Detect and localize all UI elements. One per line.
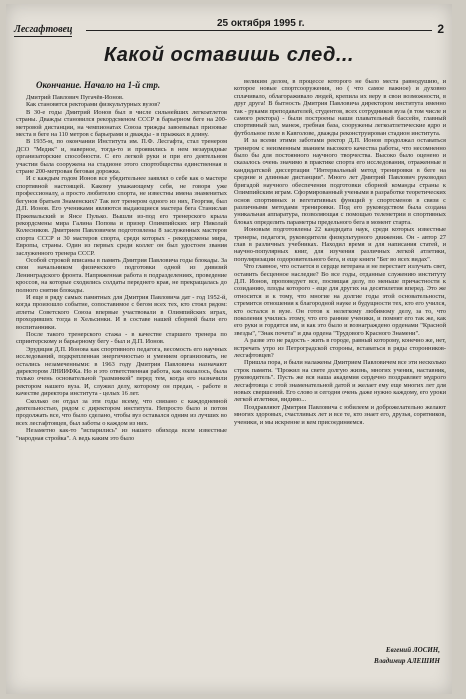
paragraph: И с каждым годом Ионов все убедительнее заявлял о себе как о мастере спортивной настоящей. Какому уважающему себя, не говоря уже профессионалу, а просто любителю спорта, не известны имена знаменитых бегунов братьев Знаменских? Так вот тренером одного из них, Георгия, был Д.П. Ионов. Его учениками являются выдающиеся мастера бега Станислав Пржевальский и Янсе Пулько. Вышли из-под его тренерского крыла рекордсмены мира Галина Попова и призер Олимпийских игр Николай Колесников. Дмитрием Павловичем подготовлены 8 заслуженных мастеров спорта СССР и 30 мастеров спорта, среди которых - рекордсмены мира, Европы, страны. Один из первых среди коллег он был удостоен звания заслуженного тренера СССР. xyxy=(16,175,227,257)
newspaper-brand: Лесгафтовец xyxy=(14,24,73,35)
article-headline: Какой оставишь след... xyxy=(103,44,354,66)
paragraph: Эрудиция Д.П. Ионова как спортивного педагога, весомость его научных исследований, подкрепленная энергичностью и умением организовать, не остались незамеченными: в 1963 году Дмитрия Павловича назначают директором ЛНИИФКа. Но и это ответственная работа, как оказалось, была только очень основательной "разминкой" перед тем, когда его назначили ректором нашего вуза. И, служил делу, которому он предан, - работе в качестве директора института - целых 16 лет. xyxy=(16,345,227,398)
paragraph: Незаметно как-то "испарились" из нашего обихода всем известные "народная стройка". А ведь каким это было xyxy=(16,427,227,442)
header-rule xyxy=(86,30,432,31)
page-header xyxy=(14,18,444,40)
paragraph: Особой строкой вписаны в память Дмитрия Павловича годы блокады. За свои начальником физического подготовки одной из дивизий Ленинградского фронта. Напряженная работа в подразделениях, проведение кроссов, на которые сходились солдаты переднего края, не прекращалась до полного снятия блокады. xyxy=(16,256,227,294)
paragraph: Сколько он отдал за эти годы всему, что связано с каждодневной деятельностью, рядом с директором института. Непросто было и потом продолжать все, что было сделано, чтобы вуз оставался одним из лучших во всех лесгафтовцев, был заботы о каждом из них. xyxy=(16,397,227,427)
paragraph: Дмитрий Павлович Пугачёв-Ионов. xyxy=(26,94,124,101)
paragraph: В 1935-м, по окончании Института им. П.Ф. Лесгафта, стал тренером ДСО "Медик" и, наверное, тогда-то и проявились в нем незаурядные организаторские способности. С его легкой руки и при его деятельном участии была сооружена на стадионе этого спортобщества единственная в стране 200-метровая беговая дорожка. xyxy=(16,138,227,176)
newspaper-page xyxy=(6,4,452,694)
issue-date: 25 октября 1995 г. xyxy=(217,18,305,29)
article-subhead: Окончание. Начало на 1-й стр. xyxy=(36,80,161,90)
paragraph: Ионовым подготовлены 22 кандидата наук, среди которых известные тренеры, педагоги, руководители физкультурного движения. Он - автор 27 глав в различных учебниках. Находил время и для написания статей, и научно-популярных книг, для изучения различных легкой атлетики, популяризации оздоровительного бега, и еще книги "Бег во всех видах". xyxy=(234,226,446,263)
paragraph: Поздравляют Дмитрия Павловича с юбилеем и доброжелательно желают многих здоровых, счастливых лет и все те, кто знает его, друзья, сорятников, ученики, и мы искренне и кем присоединяемся. xyxy=(234,403,446,426)
paragraph: После такого тренерского стажа - в качестве старшего тренера по спринтерскому и барьерному бегу - был и Д.П. Ионов. xyxy=(16,331,227,346)
author-signature: Владимир АЛЕШИН xyxy=(374,657,440,665)
article-column-right xyxy=(234,78,446,648)
paragraph: И за всеми этими заботами ректор Д.П. Ионов продолжал оставаться тренером с неизменным званием высокого качества работы, что несомненно было бы для постоянного научного творчества. Высоко было оценено и сказалось очень значимо в практике спорта его исследования, отраженные в кандидатской диссертации "Интервальный метод тренировки в беге на средние и длинные дистанции". Много лет Дмитрий Павлович руководил бригадой научного обеспечения подготовки сборной команды страны к Олимпийским играм. Сформированный учеными в разработке теоретических основ спортивных и вегетативных функций у спортсменов в связи с различными методами тренировки. Под его руководством была создана уникальная аппаратура, позволяющая с помощью телеметрии в спортивных блоках определить параметры предельного бега в момент старта. xyxy=(234,137,446,226)
paragraph: Что главное, что остается в сердце ветерана и не перестает излучать свет, оставить бесценное наследие? Во все годы, отданные служению институту Д.П. Ионов, проповедует все, посвящая делу, по меньше причастности к созиданию, плоды которого - еще для других на десятилетия вперед. Это же относится и к тому, что многие на долгие годы этой основательности, стремится отношения к благородной науке и будущности тех, кто его учился, кто остался в вузе. Он готов к нелегкому любимому делу, за то, что поколения учились этому, что его ранние ученики, и помнят его так же, как его руки и гордятся им, и как это было и вознаграждено орденами "Красной звезды", "Знак почета" и два ордена "Трудового Красного Знамени". xyxy=(234,263,446,337)
page-number: 2 xyxy=(437,22,444,36)
author-signature: Евгений ЛОСИН, xyxy=(385,646,440,654)
paragraph: Пришла пора, и были налажены Дмитрием Павловичем все эти несколько строк памяти. "Прожил на свете долгую жизнь, многих ученик, наставник, руководитель". Пусть же вся наша академия сердечно поздравляет мудрого лесгафтовца с этой знаменательной датой и желает ему еще многих лет для новых свершений. Его слово и сегодня очень даже нужно каждому, его уроки легкой атлетики, видимо... xyxy=(234,359,446,404)
paragraph: Как становятся ректорами физкультурных вузов? xyxy=(26,101,161,109)
paragraph: В 30-е годы Дмитрий Ионов был в числе сильнейших легкоатлетов страны. Дважды становился рекордсменом СССР в барьерном беге на 200-метровой дистанции, на чемпионатах Союза трижды завоевывал призовые места в беге на 110 метров с барьерами и дважды - в прыжках в длину. xyxy=(16,108,227,139)
paragraph: И еще в ряду самых памятных для Дмитрия Павловича дат - год 1952-й, когда произошло событие, сопоставимое с бегом всех тех, кто стоял рядом: атлеты Советского Союза впервые участвовали в Олимпийских играх, проходивших тогда в Хельсинки. И в составе нашей сборной были его воспитанники. xyxy=(16,293,227,331)
paragraph: великим делом, в процессе которого не было места равнодушию, и которое новые спортсооружения, но ( что самое важное) и духовно сплачивало, облагораживало людей, крепила их веру в свои возможности, в друг друга! В бытность Дмитрия Павловича директором института именно так - руками преподавателей, студентов, всех сотрудников вуза (в том числе и самого ректора) - были построены наши плавательный бассейн, главный спортивный зал, манеж, гребная база, сооружены легкоатлетические ядро и футбольное поле в Кавголове, дважды реконструирован стадион института. xyxy=(234,78,446,137)
article-column-left xyxy=(16,94,227,654)
paragraph: А разве это не радость - жить в городе, равный которому, конечно же, нет, встречать утро из Петроградской стороны, вставаться в ряды сторонников-лесгафтовцев? xyxy=(234,337,446,360)
